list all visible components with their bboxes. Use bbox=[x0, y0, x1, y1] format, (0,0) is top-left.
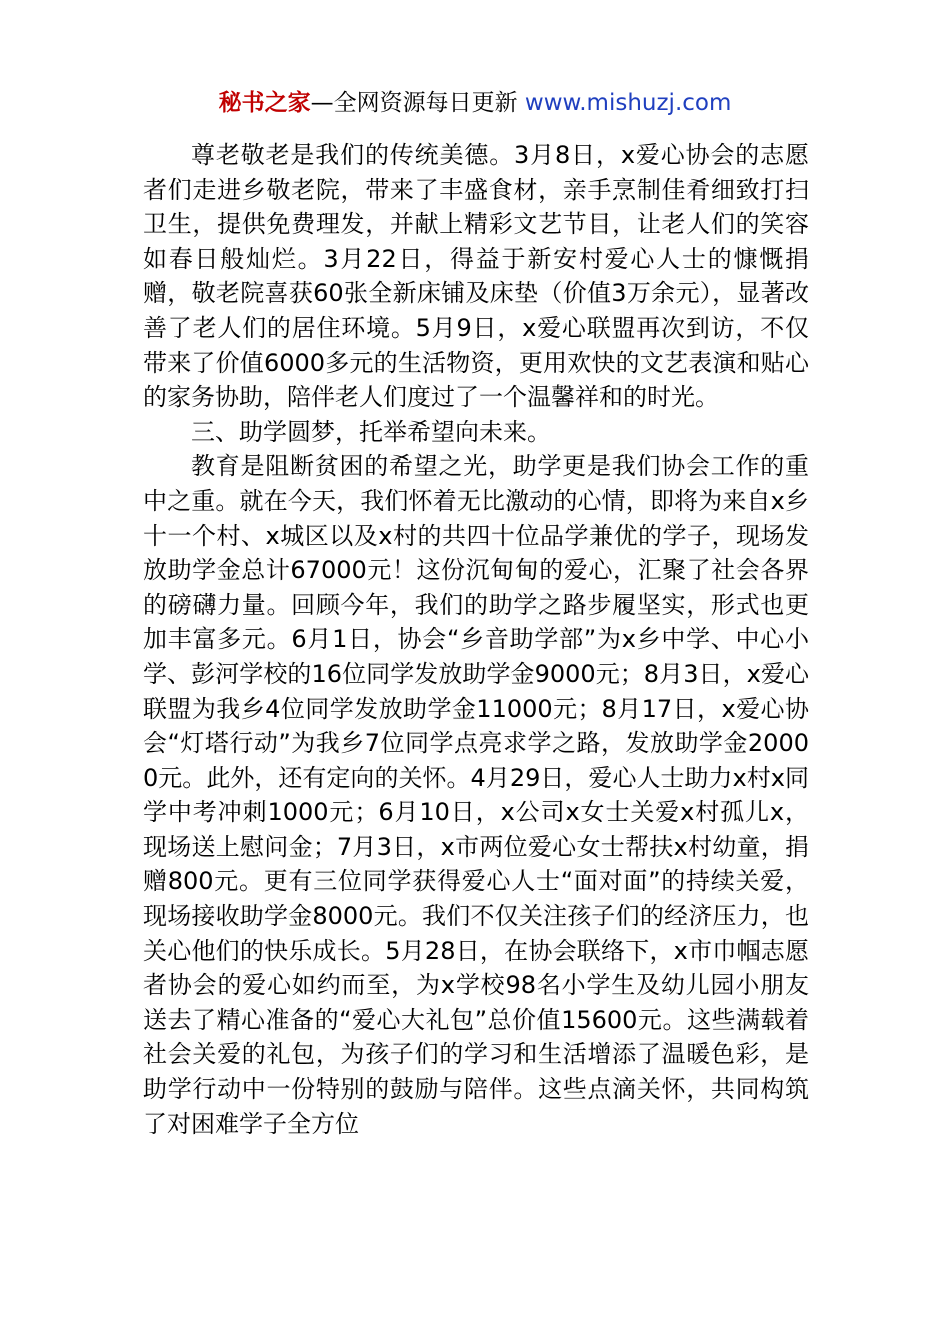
page-header bbox=[0, 86, 950, 120]
brand-name: 秘书之家 bbox=[218, 90, 311, 116]
document-body bbox=[143, 138, 809, 1141]
header-tagline: —全网资源每日更新 bbox=[310, 90, 518, 116]
section-heading-education-aid: 三、助学圆梦，托举希望向未来。 bbox=[191, 417, 551, 446]
paragraph-elderly-care: 尊老敬老是我们的传统美德。3月8日，x爱心协会的志愿者们走进乡敬老院，带来了丰盛食材，亲手烹制佳肴细致打扫卫生，提供免费理发，并献上精彩文艺节目，让老人们的笑容如春日般灿烂。3月22日，得益于新安村爱心人士的慷慨捐赠，敬老院喜获60张全新床铺及床垫（价值3万余元），显著改善了老人们的居住环境。5月9日，x爱心联盟再次到访，不仅带来了价值6000多元的生活物资，更用欢快的文艺表演和贴心的家务协助，陪伴老人们度过了一个温馨祥和的时光。 bbox=[143, 141, 809, 412]
paragraph-education-aid: 教育是阻断贫困的希望之光，助学更是我们协会工作的重中之重。就在今天，我们怀着无比激动的心情，即将为来自x乡十一个村、x城区以及x村的共四十位品学兼优的学子，现场发放助学金总计67000元！这份沉甸甸的爱心，汇聚了社会各界的磅礴力量。回顾今年，我们的助学之路步履坚实，形式也更加丰富多元。6月1日，协会“乡音助学部”为x乡中学、中心小学、彭河学校的16位同学发放助学金9000元；8月3日，x爱心联盟为我乡4位同学发放助学金11000元；8月17日，x爱心协会“灯塔行动”为我乡7位同学点亮求学之路，发放助学金20000元。此外，还有定向的关怀。4月29日，爱心人士助力x村x同学中考冲刺1000元；6月10日，x公司x女士关爱x村孤儿x，现场送上慰问金；7月3日，x市两位爱心女士帮扶x村幼童，捐赠800元。更有三位同学获得爱心人士“面对面”的持续关爱，现场接收助学金8000元。我们不仅关注孩子们的经济压力，也关心他们的快乐成长。5月28日，在协会联络下，x市巾帼志愿者协会的爱心如约而至，为x学校98名小学生及幼儿园小朋友送去了精心准备的“爱心大礼包”总价值15600元。这些满载着社会关爱的礼包，为孩子们的学习和生活增添了温暖色彩，是助学行动中一份特别的鼓励与陪伴。这些点滴关怀，共同构筑了对困难学子全方位 bbox=[143, 452, 809, 1138]
site-url-link[interactable]: www.mishuzj.com bbox=[524, 90, 732, 116]
